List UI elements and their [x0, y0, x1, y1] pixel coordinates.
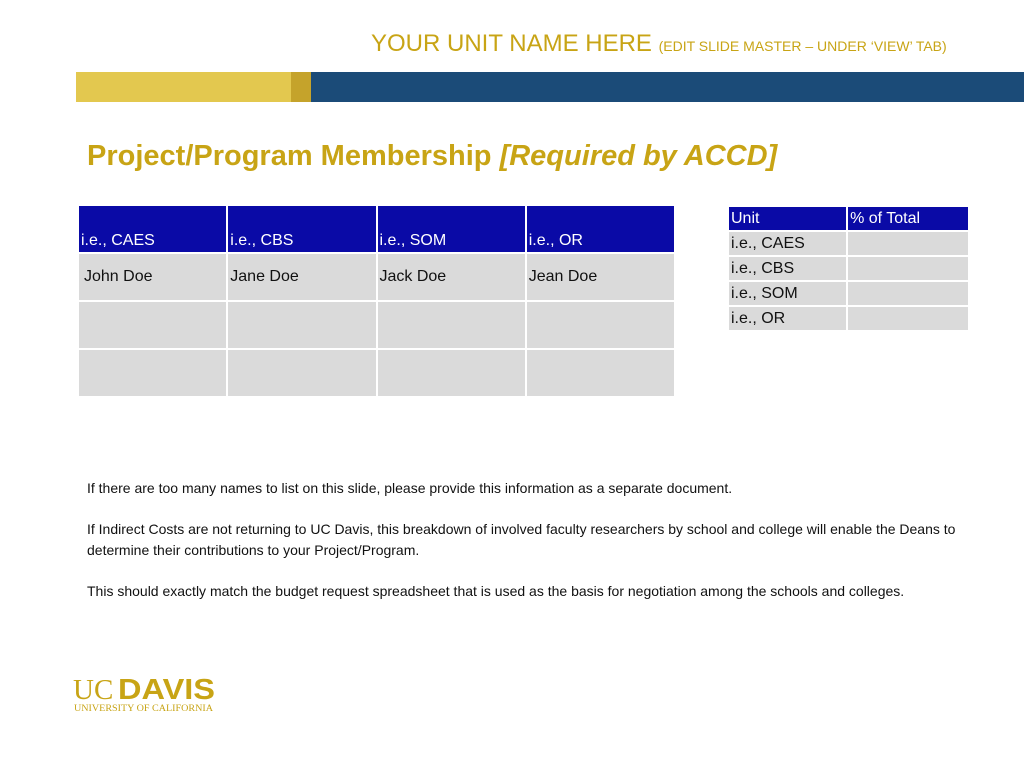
percent-unit-cell: i.e., CAES: [728, 231, 847, 256]
membership-cell: [377, 349, 526, 397]
membership-header-cell: i.e., SOM: [377, 205, 526, 253]
percent-unit-cell: i.e., SOM: [728, 281, 847, 306]
membership-cell: [227, 349, 376, 397]
logo-uc-text: UC: [73, 674, 114, 706]
logo-davis-text: DAVIS: [118, 674, 215, 706]
unit-name-header: [371, 30, 1011, 58]
membership-cell: [526, 301, 675, 349]
membership-cell: Jean Doe: [526, 253, 675, 301]
membership-cell: [78, 301, 227, 349]
slide-title: [87, 140, 777, 173]
percent-table-row: [728, 231, 969, 256]
membership-cell: [227, 301, 376, 349]
membership-cell: [377, 301, 526, 349]
unit-name-instruction: (EDIT SLIDE MASTER – UNDER ‘VIEW’ TAB): [658, 38, 947, 54]
uc-davis-logo: [73, 672, 218, 714]
percent-table-row: [728, 306, 969, 331]
banner-gold-segment: [76, 72, 291, 102]
percent-unit-cell: i.e., OR: [728, 306, 847, 331]
note-paragraph: If Indirect Costs are not returning to UC Davis, this breakdown of involved faculty researchers by school and college will enable the Deans to determine their contributions to your Project/Program.: [87, 521, 956, 558]
percent-value-cell: [847, 256, 969, 281]
membership-table-header-row: [78, 205, 675, 253]
note-paragraph: This should exactly match the budget request spreadsheet that is used as the basis for negotiation among the schools and colleges.: [87, 582, 905, 599]
membership-cell: John Doe: [78, 253, 227, 301]
percent-unit-cell: i.e., CBS: [728, 256, 847, 281]
membership-header-cell: i.e., OR: [526, 205, 675, 253]
membership-cell: [526, 349, 675, 397]
banner-blue-segment: [311, 72, 1024, 102]
percent-value-cell: [847, 306, 969, 331]
unit-name: YOUR UNIT NAME HERE: [371, 30, 652, 57]
membership-table-row: [78, 349, 675, 397]
logo-tagline-text: UNIVERSITY OF CALIFORNIA: [74, 704, 214, 714]
membership-cell: Jack Doe: [377, 253, 526, 301]
slide-title-main: Project/Program Membership: [87, 140, 500, 172]
membership-table-row: [78, 253, 675, 301]
note-paragraph: If there are too many names to list on this slide, please provide this information as a separate document.: [87, 480, 733, 496]
percent-table-header-row: [728, 206, 969, 231]
membership-table: [77, 204, 676, 398]
instructions-notes: [87, 478, 957, 622]
percent-of-total-table: [727, 205, 970, 332]
membership-cell: Jane Doe: [227, 253, 376, 301]
percent-header-cell: % of Total: [847, 206, 969, 231]
membership-header-cell: i.e., CAES: [78, 205, 227, 253]
header-banner: [76, 72, 1024, 102]
percent-table-row: [728, 281, 969, 306]
percent-value-cell: [847, 281, 969, 306]
uc-davis-logo-graphic: [73, 672, 218, 714]
membership-cell: [78, 349, 227, 397]
slide-title-emphasis: [Required by ACCD]: [499, 140, 778, 172]
membership-header-cell: i.e., CBS: [227, 205, 376, 253]
banner-gold-dark-segment: [291, 72, 311, 102]
percent-header-cell: Unit: [728, 206, 847, 231]
percent-value-cell: [847, 231, 969, 256]
percent-table-row: [728, 256, 969, 281]
membership-table-row: [78, 301, 675, 349]
